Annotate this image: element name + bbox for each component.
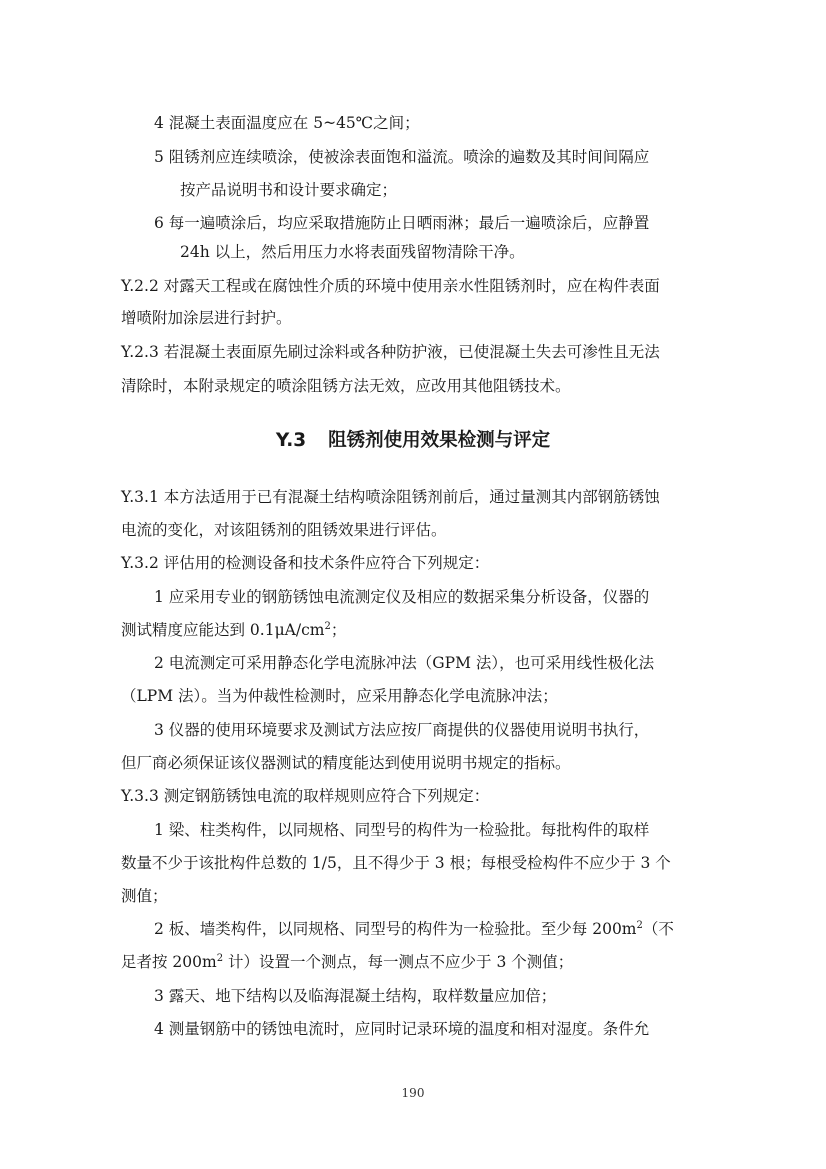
text-line: 数量不少于该批构件总数的 1/5，且不得少于 3 根；每根受检构件不应少于 3 个	[121, 854, 671, 872]
text-line: （LPM 法）。当为仲裁性检测时，应采用静态化学电流脉冲法；	[121, 687, 558, 705]
superscript: 2	[636, 919, 643, 931]
text-line	[121, 620, 346, 640]
text-line: Y.2.2 对露天工程或在腐蚀性介质的环境中使用亲水性阻锈剂时，应在构件表面	[121, 277, 660, 295]
text-fragment: 计）设置一个测点，每一测点不应少于 3 个测值；	[223, 953, 574, 971]
text-fragment: 测试精度应能达到 0.1μA/cm	[121, 621, 325, 639]
text-line: 测值；	[121, 887, 168, 905]
text-line: 4 混凝土表面温度应在 5~45℃之间；	[154, 114, 420, 132]
text-fragment: （不	[642, 920, 674, 938]
text-line: 1 应采用专业的钢筋锈蚀电流测定仪及相应的数据采集分析设备，仪器的	[154, 588, 650, 606]
text-line: 3 仪器的使用环境要求及测试方法应按厂商提供的仪器使用说明书执行，	[154, 721, 650, 739]
text-line: Y.3.3 测定钢筋锈蚀电流的取样规则应符合下列规定：	[121, 787, 490, 805]
text-line	[154, 919, 674, 939]
text-line: 2 电流测定可采用静态化学电流脉冲法（GPM 法），也可采用线性极化法	[154, 654, 655, 672]
superscript: 2	[216, 952, 224, 964]
text-line: Y.3.2 评估用的检测设备和技术条件应符合下列规定：	[121, 554, 490, 572]
section-number: Y.3	[275, 430, 307, 451]
text-line: 清除时，本附录规定的喷涂阻锈方法无效，应改用其他阻锈技术。	[121, 377, 571, 395]
section-heading	[0, 429, 826, 453]
text-line: 增喷附加涂层进行封护。	[121, 309, 292, 327]
text-line: Y.3.1 本方法适用于已有混凝土结构喷涂阻锈剂前后，通过量测其内部钢筋锈蚀	[121, 488, 660, 506]
text-line: 1 梁、柱类构件，以同规格、同型号的构件为一检验批。每批构件的取样	[154, 821, 650, 839]
text-line: 但厂商必须保证该仪器测试的精度能达到使用说明书规定的指标。	[121, 754, 571, 772]
text-line: 按产品说明书和设计要求确定；	[180, 181, 398, 199]
text-fragment: ；	[330, 621, 347, 639]
text-line: 电流的变化，对该阻锈剂的阻锈效果进行评估。	[121, 521, 447, 539]
text-fragment: 足者按 200m	[121, 953, 217, 971]
text-line: 6 每一遍喷涂后，均应采取措施防止日晒雨淋；最后一遍喷涂后，应静置	[154, 214, 650, 232]
text-line: 24h 以上，然后用压力水将表面残留物清除干净。	[180, 243, 525, 261]
text-line	[121, 952, 573, 972]
superscript: 2	[324, 620, 331, 632]
section-title: 阻锈剂使用效果检测与评定	[328, 430, 551, 451]
text-line: Y.2.3 若混凝土表面原先刷过涂料或各种防护液，已使混凝土失去可渗性且无法	[121, 343, 660, 361]
page-number: 190	[401, 1086, 425, 1100]
text-line: 4 测量钢筋中的锈蚀电流时，应同时记录环境的温度和相对湿度。条件允	[154, 1020, 650, 1038]
text-line: 5 阻锈剂应连续喷涂，使被涂表面饱和溢流。喷涂的遍数及其时间间隔应	[154, 148, 650, 166]
text-fragment: 2 板、墙类构件，以同规格、同型号的构件为一检验批。至少每 200m	[154, 920, 637, 938]
text-line: 3 露天、地下结构以及临海混凝土结构，取样数量应加倍；	[154, 987, 557, 1005]
